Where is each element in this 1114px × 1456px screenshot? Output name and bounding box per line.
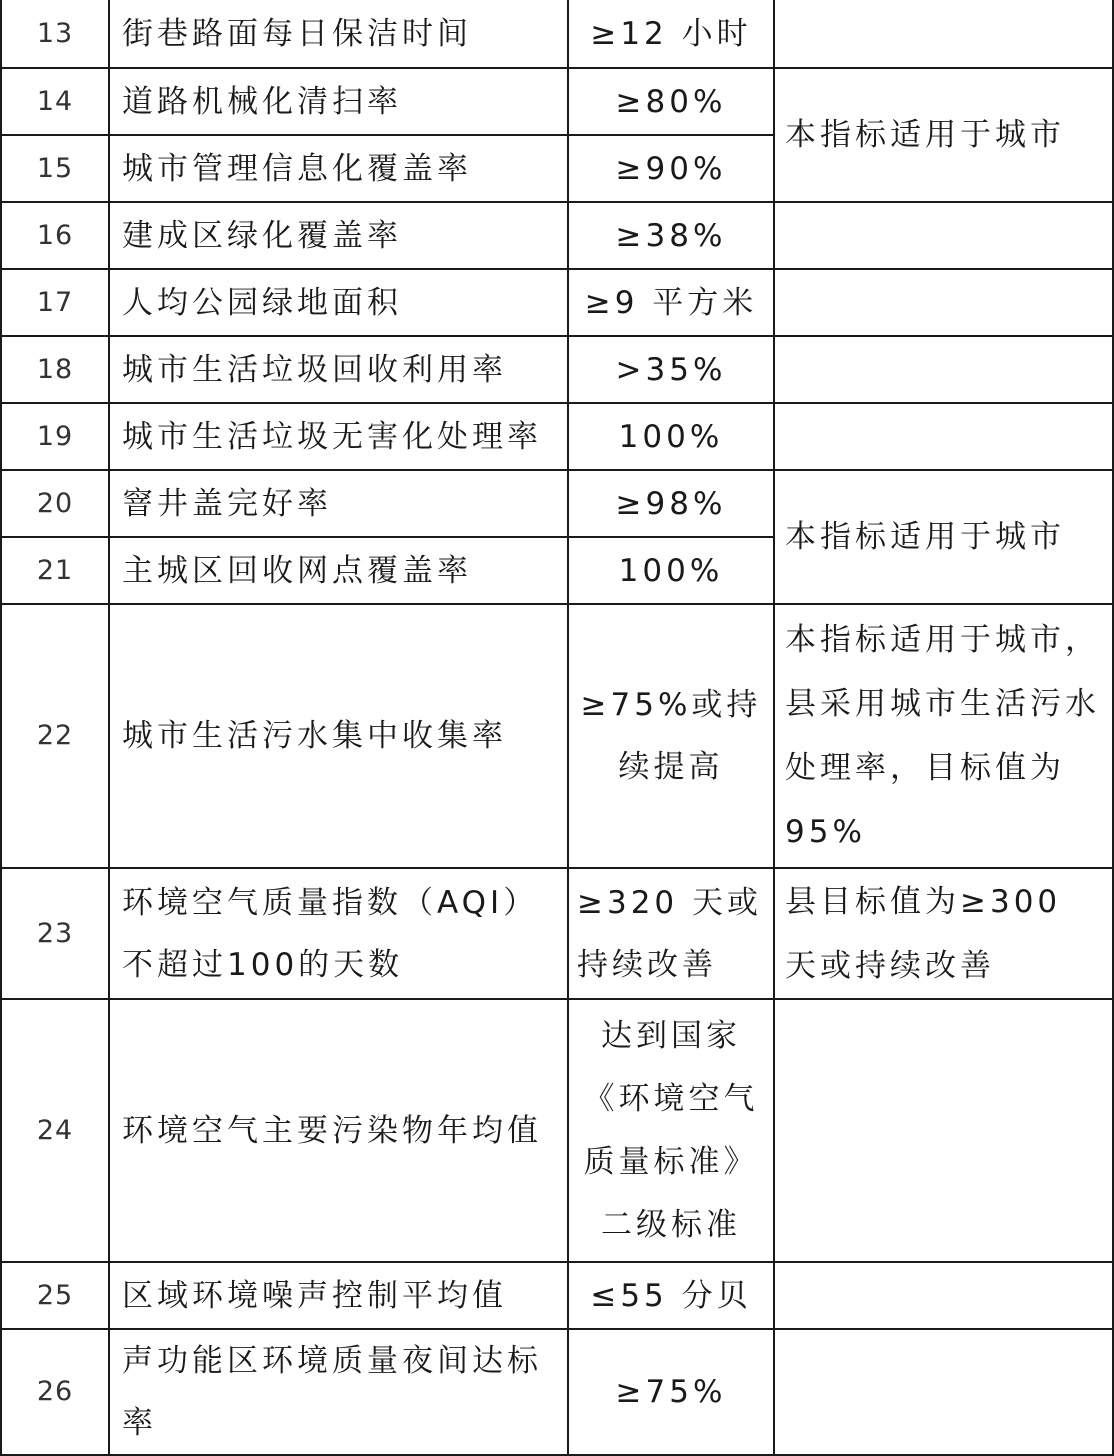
indicator-name: 街巷路面每日保洁时间: [109, 0, 568, 68]
indicator-name: 道路机械化清扫率: [109, 68, 568, 135]
table-row: [1, 269, 1113, 336]
table-row: [1, 1329, 1113, 1455]
indicator-name: 区域环境噪声控制平均值: [109, 1262, 568, 1329]
note: [774, 202, 1113, 269]
note: 本指标适用于城市: [774, 68, 1113, 202]
table-row: [1, 868, 1113, 999]
indicator-name: 声功能区环境质量夜间达标率: [109, 1329, 568, 1455]
note: 本指标适用于城市: [774, 470, 1113, 604]
target-value: ≥75%或持续提高: [568, 604, 774, 868]
note: [774, 0, 1113, 68]
note: [774, 1262, 1113, 1329]
target-value: ≥320 天或持续改善: [568, 868, 774, 999]
target-value: ≥98%: [568, 470, 774, 537]
indicator-name: 环境空气质量指数（AQI）不超过100的天数: [109, 868, 568, 999]
table-row: [1, 0, 1113, 68]
row-number: 26: [1, 1329, 109, 1455]
note: [774, 336, 1113, 403]
row-number: 24: [1, 999, 109, 1262]
indicator-name: 人均公园绿地面积: [109, 269, 568, 336]
note: [774, 1329, 1113, 1455]
target-value: ≤55 分贝: [568, 1262, 774, 1329]
target-value: 达到国家《环境空气质量标准》二级标准: [568, 999, 774, 1262]
indicator-name: 主城区回收网点覆盖率: [109, 537, 568, 604]
target-value: ≥9 平方米: [568, 269, 774, 336]
target-value: ≥12 小时: [568, 0, 774, 68]
target-value: ≥75%: [568, 1329, 774, 1455]
row-number: 23: [1, 868, 109, 999]
table-row: [1, 202, 1113, 269]
target-value: >35%: [568, 336, 774, 403]
note: [774, 403, 1113, 470]
indicator-name: 环境空气主要污染物年均值: [109, 999, 568, 1262]
note: [774, 999, 1113, 1262]
row-number: 18: [1, 336, 109, 403]
target-value: 100%: [568, 403, 774, 470]
indicator-name: 城市生活污水集中收集率: [109, 604, 568, 868]
row-number: 19: [1, 403, 109, 470]
row-number: 14: [1, 68, 109, 135]
note: 本指标适用于城市，县采用城市生活污水处理率，目标值为95%: [774, 604, 1113, 868]
indicator-name: 城市生活垃圾无害化处理率: [109, 403, 568, 470]
table-row: [1, 336, 1113, 403]
indicator-name: 城市管理信息化覆盖率: [109, 135, 568, 202]
row-number: 22: [1, 604, 109, 868]
table-row: [1, 68, 1113, 135]
indicator-name: 窨井盖完好率: [109, 470, 568, 537]
row-number: 20: [1, 470, 109, 537]
table-row: [1, 470, 1113, 537]
target-value: ≥90%: [568, 135, 774, 202]
row-number: 15: [1, 135, 109, 202]
target-value: ≥80%: [568, 68, 774, 135]
note: [774, 269, 1113, 336]
row-number: 21: [1, 537, 109, 604]
target-value: 100%: [568, 537, 774, 604]
row-number: 16: [1, 202, 109, 269]
row-number: 25: [1, 1262, 109, 1329]
target-value: ≥38%: [568, 202, 774, 269]
row-number: 13: [1, 0, 109, 68]
table-row: [1, 403, 1113, 470]
table-row: [1, 999, 1113, 1262]
row-number: 17: [1, 269, 109, 336]
table-row: [1, 1262, 1113, 1329]
indicator-name: 建成区绿化覆盖率: [109, 202, 568, 269]
table-row: [1, 604, 1113, 868]
note: 县目标值为≥300 天或持续改善: [774, 868, 1113, 999]
indicator-name: 城市生活垃圾回收利用率: [109, 336, 568, 403]
